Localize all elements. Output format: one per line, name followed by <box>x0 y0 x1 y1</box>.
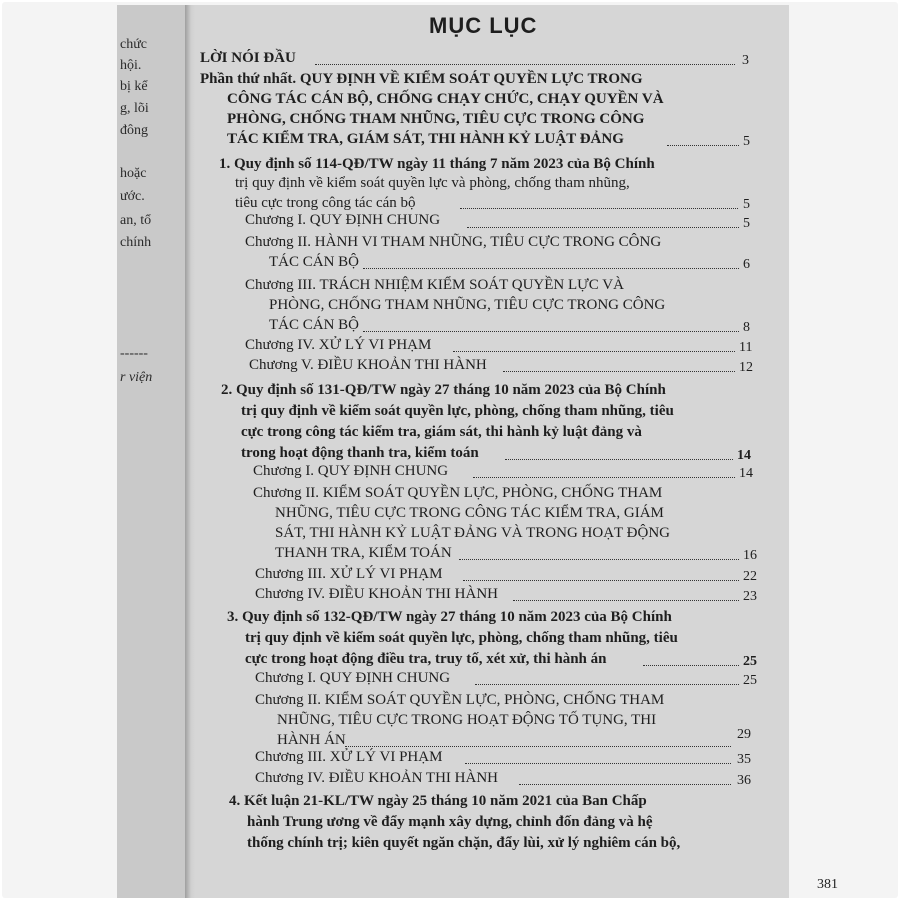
section-heading-line: tiêu cực trong công tác cán bộ <box>235 195 416 211</box>
dot-leader <box>345 746 731 747</box>
section-heading-line: 4. Kết luận 21-KL/TW ngày 25 tháng 10 năm 2021 của Ban Chấp <box>229 793 647 809</box>
dot-leader <box>460 208 738 209</box>
chapter-line: Chương IV. ĐIỀU KHOẢN THI HÀNH <box>255 586 498 602</box>
section-heading-line: thống chính trị; kiên quyết ngăn chặn, đẩy lùi, xử lý nghiêm cán bộ, <box>247 835 681 851</box>
book-gutter <box>185 5 195 898</box>
chapter-line: Chương III. TRÁCH NHIỆM KIỂM SOÁT QUYỀN LỰC VÀ <box>245 277 624 293</box>
left-page-fragment: hoặc <box>120 166 147 181</box>
part-heading-line: PHÒNG, CHỐNG THAM NHŨNG, TIÊU CỰC TRONG CÔNG <box>227 111 645 127</box>
page-title: MỤC LỤC <box>429 13 538 38</box>
chapter-line: THANH TRA, KIỂM TOÁN <box>275 545 452 561</box>
page-ref: 3 <box>742 53 749 68</box>
chapter-line: Chương III. XỬ LÝ VI PHẠM <box>255 566 443 582</box>
section-heading-line: hành Trung ương về đẩy mạnh xây dựng, chỉnh đốn đảng và hệ <box>247 814 653 830</box>
dot-leader <box>363 268 739 269</box>
left-page-fragment: an, tổ <box>120 213 152 228</box>
chapter-line: NHŨNG, TIÊU CỰC TRONG HOẠT ĐỘNG TỐ TỤNG, THI <box>277 712 657 728</box>
page-ref: 23 <box>743 589 757 604</box>
left-page-fragment: hội. <box>120 58 142 73</box>
dot-leader <box>505 459 733 460</box>
left-page <box>117 5 189 898</box>
chapter-line: TÁC CÁN BỘ <box>269 317 360 333</box>
chapter-line: Chương IV. XỬ LÝ VI PHẠM <box>245 337 432 353</box>
chapter-line: Chương II. KIỂM SOÁT QUYỀN LỰC, PHÒNG, CHỐNG THAM <box>253 485 663 501</box>
image-frame <box>2 2 898 898</box>
dot-leader <box>463 580 739 581</box>
chapter-line: HÀNH ÁN <box>277 732 346 748</box>
left-page-fragment: r viện <box>120 370 153 385</box>
part-heading-line: TÁC KIỂM TRA, GIÁM SÁT, THI HÀNH KỶ LUẬT ĐẢNG <box>227 131 624 147</box>
dot-leader <box>473 477 735 478</box>
section-heading-line: 1. Quy định số 114-QĐ/TW ngày 11 tháng 7 năm 2023 của Bộ Chính <box>219 156 655 172</box>
chapter-line: Chương II. KIỂM SOÁT QUYỀN LỰC, PHÒNG, CHỐNG THAM <box>255 692 665 708</box>
page-ref: 11 <box>739 340 753 355</box>
page-ref: 36 <box>737 773 751 788</box>
section-heading-line: trong hoạt động thanh tra, kiểm toán <box>241 445 479 461</box>
dot-leader <box>315 64 735 65</box>
page-ref: 25 <box>743 654 757 669</box>
dot-leader <box>475 684 739 685</box>
dot-leader <box>513 600 739 601</box>
chapter-line: SÁT, THI HÀNH KỶ LUẬT ĐẢNG VÀ TRONG HOẠT ĐỘNG <box>275 525 670 541</box>
section-heading-line: cực trong công tác kiểm tra, giám sát, thi hành kỷ luật đảng và <box>241 424 642 440</box>
dot-leader <box>667 145 739 146</box>
chapter-line: Chương III. XỬ LÝ VI PHẠM <box>255 749 443 765</box>
page-ref: 12 <box>739 360 753 375</box>
chapter-line: Chương I. QUY ĐỊNH CHUNG <box>245 212 441 228</box>
page-ref: 29 <box>737 727 751 742</box>
page-ref: 14 <box>739 466 753 481</box>
dot-leader <box>467 227 739 228</box>
part-heading-line: CÔNG TÁC CÁN BỘ, CHỐNG CHẠY CHỨC, CHẠY QUYỀN VÀ <box>227 91 664 107</box>
page-ref: 6 <box>743 257 750 272</box>
toc-intro-label: LỜI NÓI ĐẦU <box>200 50 296 66</box>
page-ref: 5 <box>743 134 750 149</box>
page-ref: 8 <box>743 320 750 335</box>
chapter-line: PHÒNG, CHỐNG THAM NHŨNG, TIÊU CỰC TRONG CÔNG <box>269 297 666 313</box>
dot-leader <box>643 665 739 666</box>
dot-leader <box>519 784 731 785</box>
dot-leader <box>453 351 735 352</box>
left-page-fragment: đông <box>120 123 148 138</box>
chapter-line: Chương V. ĐIỀU KHOẢN THI HÀNH <box>249 357 487 373</box>
left-page-fragment: chức <box>120 37 148 52</box>
section-heading-line: trị quy định về kiểm soát quyền lực, phòng, chống tham nhũng, tiêu <box>241 403 674 419</box>
page-number: 381 <box>817 877 838 892</box>
toc-intro <box>200 50 296 67</box>
page-ref: 16 <box>743 548 757 563</box>
dot-leader <box>465 763 731 764</box>
book-photo <box>117 5 838 898</box>
chapter-line: NHŨNG, TIÊU CỰC TRONG CÔNG TÁC KIỂM TRA, GIÁM <box>275 505 664 521</box>
chapter-line: Chương I. QUY ĐỊNH CHUNG <box>255 670 451 686</box>
dot-leader <box>459 559 739 560</box>
dot-leader <box>363 331 739 332</box>
section-heading-line: trị quy định về kiểm soát quyền lực, phòng, chống tham nhũng, tiêu <box>245 630 678 646</box>
chapter-line: Chương I. QUY ĐỊNH CHUNG <box>253 463 449 479</box>
section-heading-line: 2. Quy định số 131-QĐ/TW ngày 27 tháng 10 năm 2023 của Bộ Chính <box>221 382 666 398</box>
page-ref: 5 <box>743 197 750 212</box>
left-page-fragment: bị kể <box>120 79 148 94</box>
page-ref: 25 <box>743 673 757 688</box>
page-ref: 5 <box>743 216 750 231</box>
page-ref: 14 <box>737 448 751 463</box>
part-heading-line: Phần thứ nhất. QUY ĐỊNH VỀ KIỂM SOÁT QUYỀN LỰC TRONG <box>200 71 643 87</box>
chapter-line: Chương IV. ĐIỀU KHOẢN THI HÀNH <box>255 770 498 786</box>
chapter-line: TÁC CÁN BỘ <box>269 254 360 270</box>
page-ref: 22 <box>743 569 757 584</box>
chapter-line: Chương II. HÀNH VI THAM NHŨNG, TIÊU CỰC TRONG CÔNG <box>245 234 662 250</box>
left-page-fragment: ước. <box>120 189 145 204</box>
left-page-fragment: ------ <box>120 346 148 361</box>
left-page-fragment: chính <box>120 235 152 250</box>
section-heading-line: cực trong hoạt động điều tra, truy tố, xét xử, thi hành án <box>245 651 607 667</box>
left-page-fragment: g, lõi <box>120 101 149 116</box>
section-heading-line: trị quy định về kiểm soát quyền lực và phòng, chống tham nhũng, <box>235 175 630 191</box>
page-ref: 35 <box>737 752 751 767</box>
toc-page <box>197 5 838 898</box>
section-heading-line: 3. Quy định số 132-QĐ/TW ngày 27 tháng 10 năm 2023 của Bộ Chính <box>227 609 672 625</box>
dot-leader <box>503 371 735 372</box>
